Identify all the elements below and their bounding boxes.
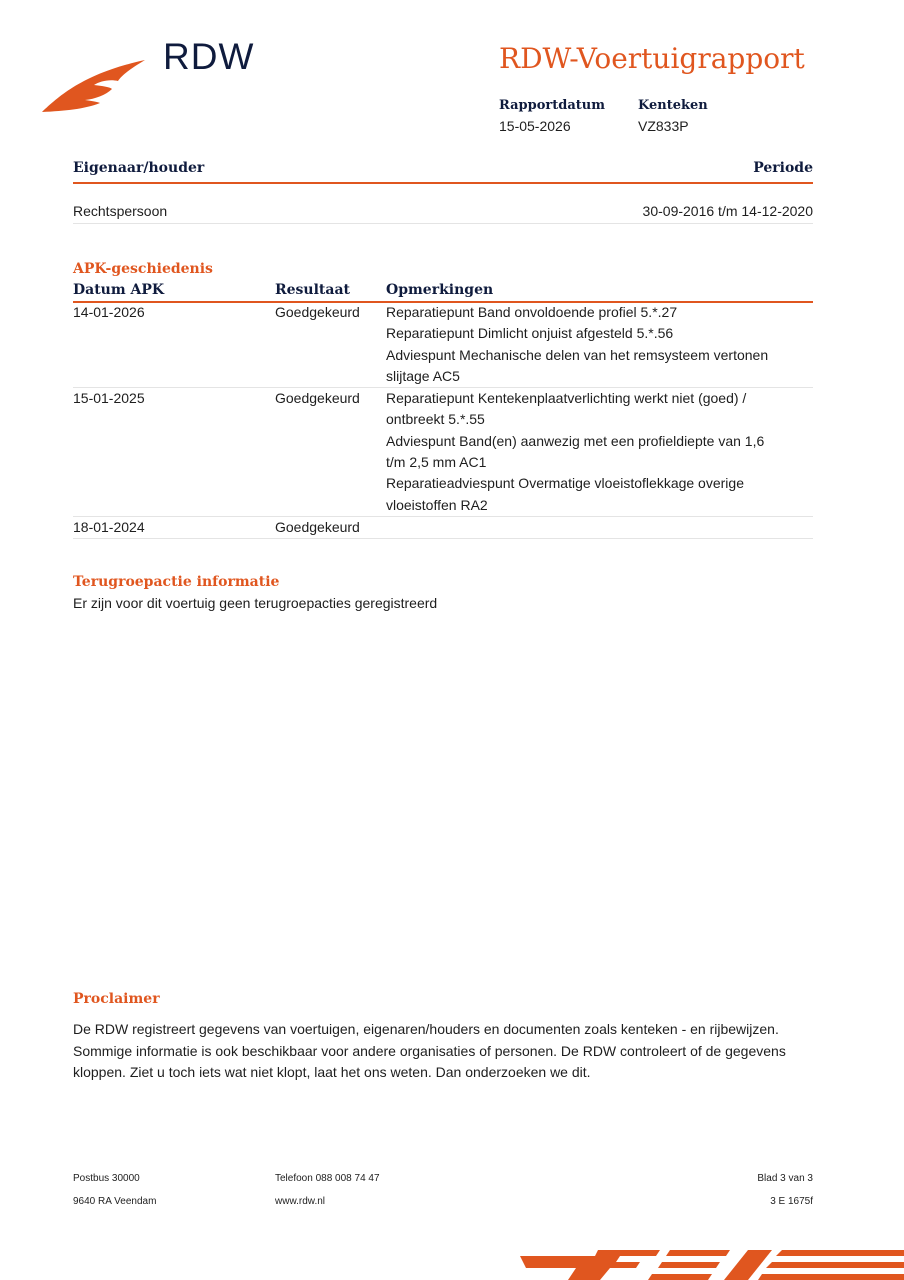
apk-remark: Reparatieadviespunt Overmatige vloeistoflekkage overige vloeistoffen RA2 xyxy=(386,475,744,513)
rdw-stripes-icon xyxy=(520,1244,904,1280)
apk-result: Goedgekeurd xyxy=(275,390,360,407)
period-column-header: Periode xyxy=(753,160,813,176)
apk-date: 18-01-2024 xyxy=(73,518,145,535)
owner-value: Rechtspersoon xyxy=(73,203,168,219)
apk-table-header xyxy=(73,282,813,303)
apk-date: 14-01-2026 xyxy=(73,304,145,320)
report-date-label: Rapportdatum xyxy=(499,98,605,113)
report-date-value: 15-05-2026 xyxy=(499,118,571,134)
proclaimer-text: De RDW registreert gegevens van voertuigen, eigenaren/houders en documenten zoals kenteken - en rijbewijzen. Sommige informatie is ook beschikbaar voor andere organisaties of personen. De RDW controleert of de gegevens kloppen. Ziet u toch iets wat niet klopt, laat het ons weten. Dan onderzoeken we dit. xyxy=(73,1021,786,1080)
footer-website[interactable]: www.rdw.nl xyxy=(275,1196,326,1207)
apk-table-body xyxy=(73,302,813,539)
table-row xyxy=(73,302,813,388)
table-row xyxy=(73,517,813,539)
logo-text: RDW xyxy=(163,36,255,77)
footer-phone: Telefoon 088 008 74 47 xyxy=(275,1173,380,1184)
owner-table-header xyxy=(73,160,813,184)
period-value: 30-09-2016 t/m 14-12-2020 xyxy=(642,203,813,219)
apk-remark: Adviespunt Mechanische delen van het remsysteem vertonen slijtage AC5 xyxy=(386,346,769,384)
footer-city: 9640 RA Veendam xyxy=(73,1196,157,1207)
apk-remarks xyxy=(386,302,786,387)
apk-remarks-column-header: Opmerkingen xyxy=(386,282,494,298)
footer-postbus: Postbus 30000 xyxy=(73,1173,140,1184)
license-plate-label: Kenteken xyxy=(638,98,708,113)
footer-page-number: Blad 3 van 3 xyxy=(757,1173,813,1184)
apk-remark: Adviespunt Band(en) aanwezig met een profieldiepte van 1,6 t/m 2,5 mm AC1 xyxy=(386,432,765,471)
owner-row xyxy=(73,201,813,224)
apk-result: Goedgekeurd xyxy=(275,304,360,320)
apk-section-title: APK-geschiedenis xyxy=(73,261,213,277)
apk-result-column-header: Resultaat xyxy=(275,282,350,298)
page-title: RDW-Voertuigrapport xyxy=(499,42,805,75)
apk-remark: Reparatiepunt Dimlicht onjuist afgesteld 5.*.56 xyxy=(386,325,674,342)
apk-remarks xyxy=(386,517,786,538)
owner-column-header: Eigenaar/houder xyxy=(73,160,205,176)
apk-remark: Reparatiepunt Kentekenplaatverlichting werkt niet (goed) / ontbreekt 5.*.55 xyxy=(386,390,747,428)
apk-date: 15-01-2025 xyxy=(73,390,145,407)
proclaimer-section-title: Proclaimer xyxy=(73,991,160,1007)
footer-document-code: 3 E 1675f xyxy=(770,1196,813,1207)
apk-date-column-header: Datum APK xyxy=(73,282,165,298)
apk-remark: Reparatiepunt Band onvoldoende profiel 5.*.27 xyxy=(386,304,678,320)
license-plate-value: VZ833P xyxy=(638,118,689,134)
table-row xyxy=(73,388,813,517)
apk-result: Goedgekeurd xyxy=(275,518,360,535)
rdw-logo-icon xyxy=(40,55,150,115)
recall-text: Er zijn voor dit voertuig geen terugroepacties geregistreerd xyxy=(73,595,438,611)
apk-remarks xyxy=(386,388,786,516)
recall-section-title: Terugroepactie informatie xyxy=(73,574,280,590)
